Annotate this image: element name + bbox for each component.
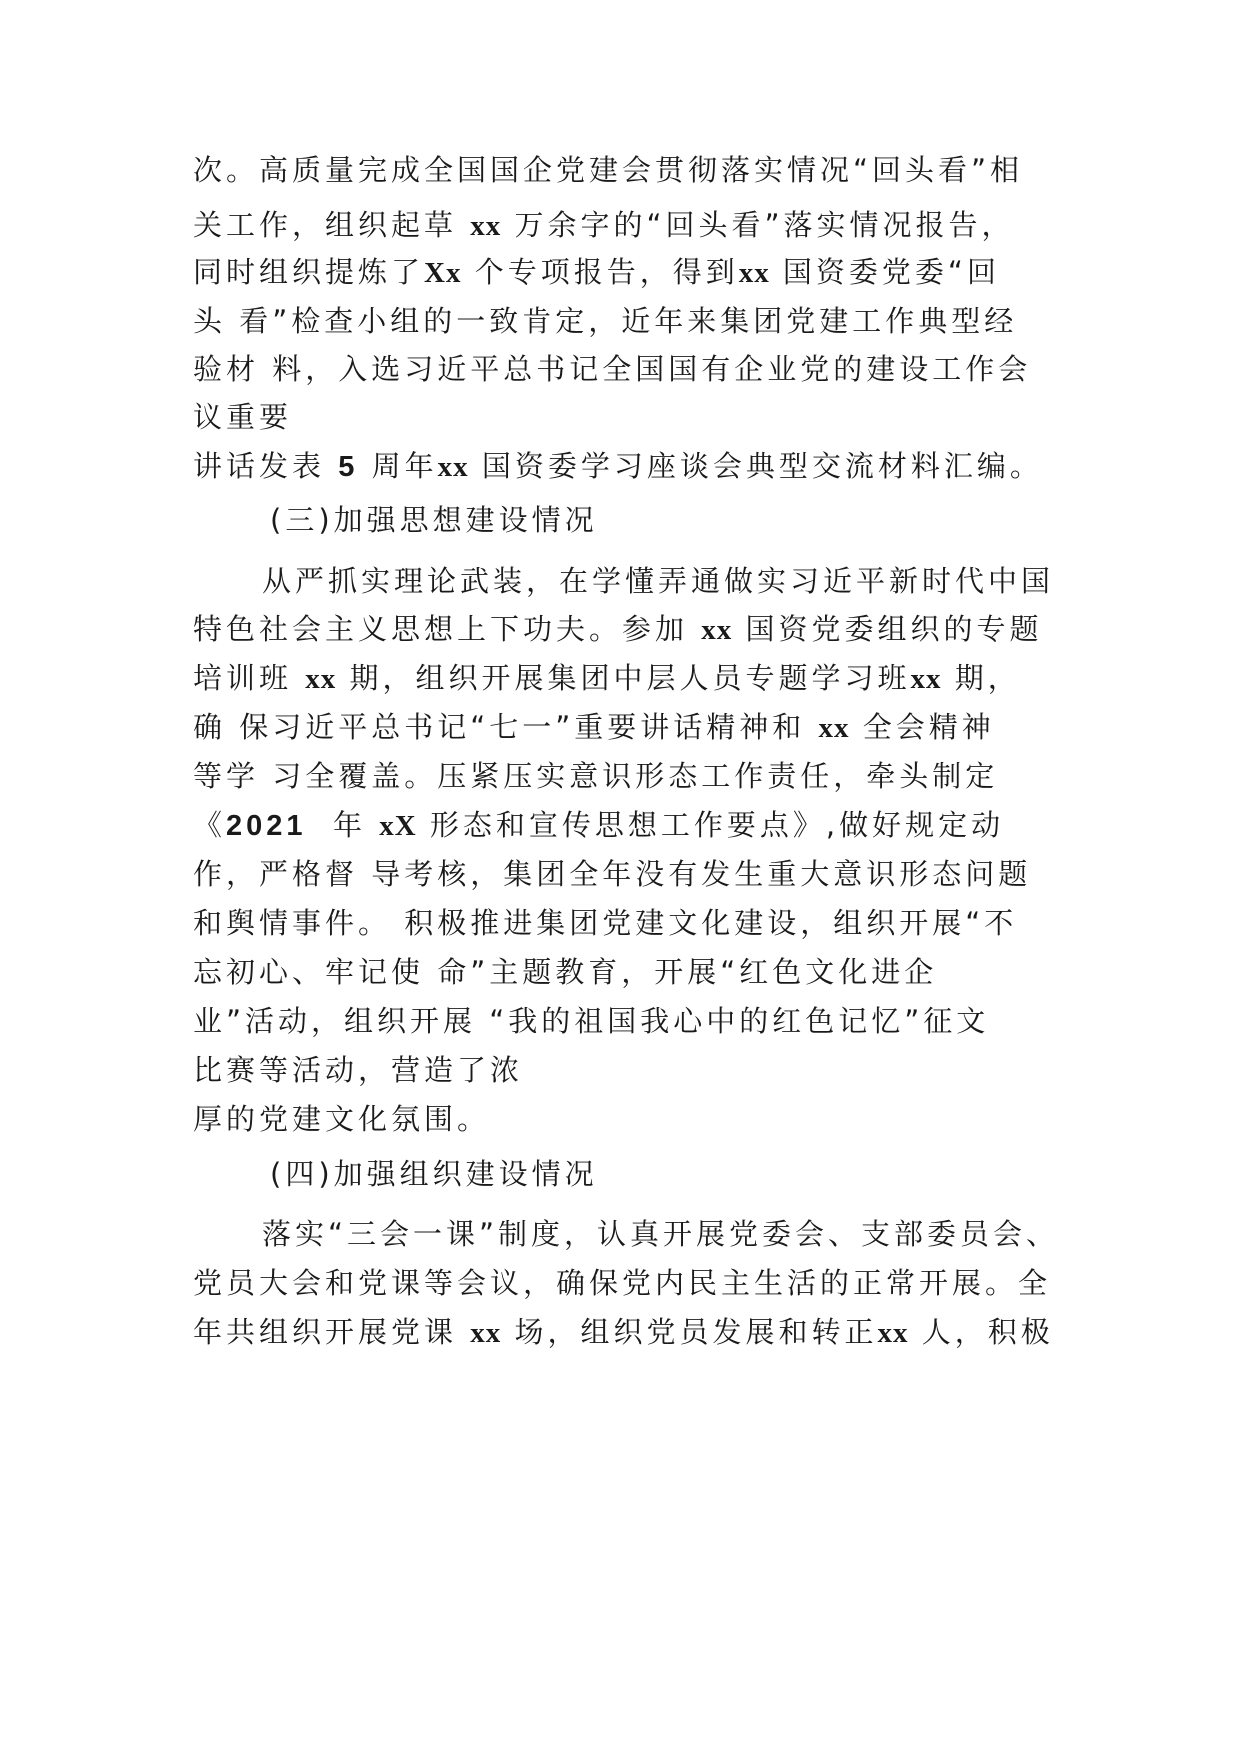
text-run: 周年 xyxy=(371,449,438,483)
section-heading-4 xyxy=(270,1155,1150,1193)
paragraph-1-line-3 xyxy=(193,253,1073,291)
heading-text: (三)加强思想建设情况 xyxy=(270,503,598,537)
paragraph-1-line-7 xyxy=(193,447,1073,485)
paragraph-2-line-4 xyxy=(193,708,1073,746)
text-run: 全会精神 xyxy=(862,710,995,744)
text-run: 讲话发表 xyxy=(193,449,326,483)
text-run: 形态和宣传思想工作要点》,做好规定动 xyxy=(429,808,1005,842)
text-run: 验材 料，入选习近平总书记全国国有企业党的建设工作会 xyxy=(193,352,1032,386)
paragraph-2-line-7 xyxy=(193,855,1073,893)
paragraph-2-line-2 xyxy=(193,610,1073,648)
paragraph-2-line-12 xyxy=(193,1100,1073,1138)
placeholder-xx: xx xyxy=(738,257,770,289)
placeholder-xx: xX xyxy=(379,810,417,842)
placeholder-xx: Xx xyxy=(424,257,462,289)
placeholder-xx: xx xyxy=(877,1317,909,1349)
paragraph-1-line-5 xyxy=(193,350,1073,388)
text-run: 忘初心、牢记使 命”主题教育，开展“红色文化进企 xyxy=(193,955,938,989)
text-run: 确 保习近平总书记“七一”重要讲话精神和 xyxy=(193,710,806,744)
text-run: 人，积极 xyxy=(921,1315,1054,1349)
paragraph-2-line-11 xyxy=(193,1051,1073,1089)
text-run: 同时组织提炼了 xyxy=(193,255,425,289)
text-run: 国资委党委“回 xyxy=(782,255,1000,289)
paragraph-2-line-10 xyxy=(193,1002,1073,1040)
text-run: 作，严格督 导考核，集团全年没有发生重大意识形态问题 xyxy=(193,857,1032,891)
text-run: 厚的党建文化氛围。 xyxy=(193,1102,491,1136)
text-run: 培训班 xyxy=(193,661,293,695)
text-run: 党员大会和党课等会议，确保党内民主生活的正常开展。全 xyxy=(193,1266,1052,1300)
text-run: 年共组织开展党课 xyxy=(193,1315,458,1349)
number-5: 5 xyxy=(338,451,359,483)
paragraph-1-line-1 xyxy=(193,151,1073,189)
placeholder-xx: xx xyxy=(470,210,502,242)
paragraph-3-line-1 xyxy=(262,1215,1142,1253)
text-run: 场，组织党员发展和转正 xyxy=(514,1315,878,1349)
text-run: 落实“三会一课”制度，认真开展党委会、支部委员会、 xyxy=(262,1217,1060,1251)
placeholder-xx: xx xyxy=(701,614,733,646)
heading-text: (四)加强组织建设情况 xyxy=(270,1157,598,1191)
text-run: 期，组织开展集团中层人员专题学习班 xyxy=(349,661,911,695)
placeholder-xx: xx xyxy=(818,712,850,744)
paragraph-1-line-6 xyxy=(193,398,1073,436)
text-run: 等学 习全覆盖。压紧压实意识形态工作责任，牵头制定 xyxy=(193,759,999,793)
text-run: 《 xyxy=(193,808,227,842)
paragraph-1-line-2 xyxy=(193,206,1073,244)
text-run: 业”活动，组织开展 “我的祖国我心中的红色记忆”征文 xyxy=(193,1004,990,1038)
text-run: 议重要 xyxy=(193,400,293,434)
text-run: 关工作，组织起草 xyxy=(193,208,458,242)
text-run: 次。高质量完成全国国企党建会贯彻落实情况“回头看”相 xyxy=(193,153,1024,187)
placeholder-xx: xx xyxy=(305,663,337,695)
text-run: 国资委学习座谈会典型交流材料汇编。 xyxy=(481,449,1043,483)
paragraph-3-line-3 xyxy=(193,1313,1073,1351)
text-run: 和舆情事件。 积极推进集团党建文化建设，组织开展“不 xyxy=(193,906,1018,940)
paragraph-2-line-3 xyxy=(193,659,1073,697)
placeholder-xx: xx xyxy=(437,451,469,483)
text-run: 特色社会主义思想上下功夫。参加 xyxy=(193,612,689,646)
text-run: 年 xyxy=(332,808,366,842)
placeholder-xx: xx xyxy=(910,663,942,695)
text-run: 头 看”检查小组的一致肯定，近年来集团党建工作典型经 xyxy=(193,304,1018,338)
paragraph-2-line-1 xyxy=(262,562,1142,600)
section-heading-3 xyxy=(270,501,1150,539)
paragraph-2-line-5 xyxy=(193,757,1073,795)
text-run: 万余字的“回头看”落实情况报告， xyxy=(514,208,1015,242)
year-2021: 2021 xyxy=(226,810,307,842)
paragraph-2-line-9 xyxy=(193,953,1073,991)
paragraph-2-line-8 xyxy=(193,904,1073,942)
paragraph-2-line-6 xyxy=(193,806,1073,844)
text-run: 比赛等活动，营造了浓 xyxy=(193,1053,524,1087)
paragraph-1-line-4 xyxy=(193,302,1073,340)
text-run: 从严抓实理论武装，在学懂弄通做实习近平新时代中国 xyxy=(262,564,1055,598)
paragraph-3-line-2 xyxy=(193,1264,1073,1302)
text-run: 国资党委组织的专题 xyxy=(745,612,1043,646)
placeholder-xx: xx xyxy=(470,1317,502,1349)
text-run: 个专项报告，得到 xyxy=(474,255,739,289)
text-run: 期， xyxy=(954,661,1021,695)
